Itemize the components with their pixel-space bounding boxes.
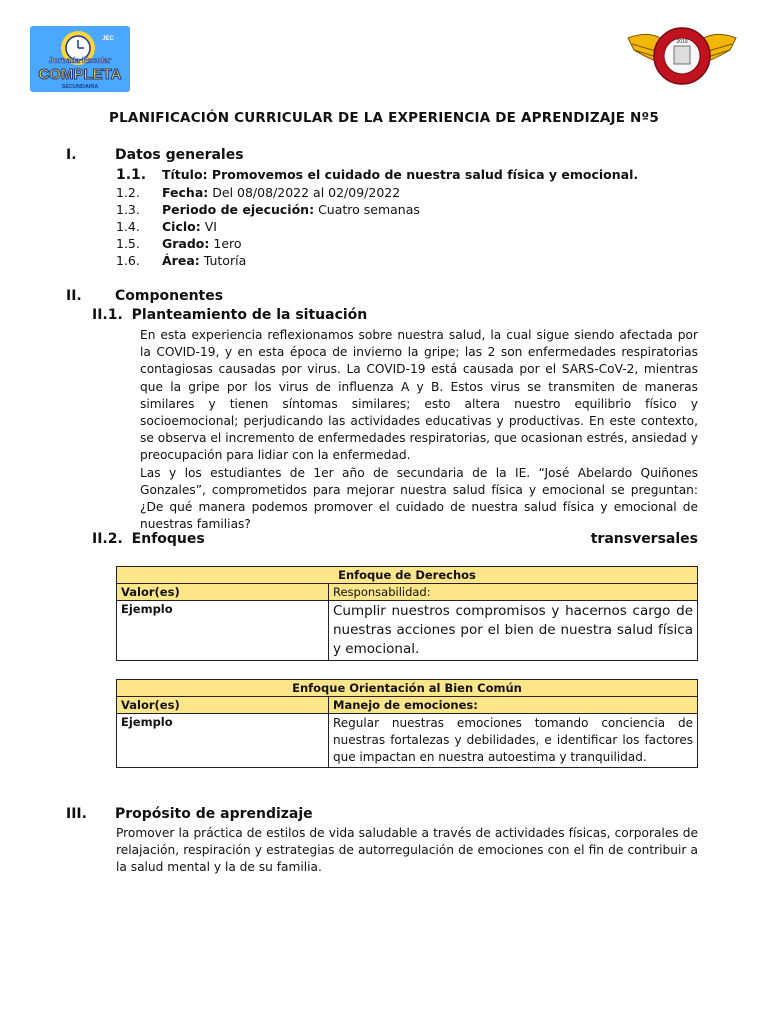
logo-main-text: COMPLETA [38,66,122,83]
item-key: Ciclo: [162,219,201,234]
item-number: 1.6. [116,253,140,268]
item-key: Fecha: [162,185,209,200]
logo-top-text: Jornada Escolar [48,56,112,65]
table-header: Enfoque de Derechos [117,567,698,584]
section-3-heading [66,806,666,826]
item-key: Periodo de ejecución: [162,202,315,217]
item-key: Grado: [162,236,210,251]
subsection-2-2-heading [92,531,698,547]
item-value: VI [204,219,217,234]
section-1-heading [66,147,666,167]
logo-sub-text: SECUNDARIA [61,84,99,90]
item-key: Título: [162,167,208,182]
subsection-2-1-heading [92,307,367,323]
item-value: Cuatro semanas [318,202,420,217]
data-item-periodo [116,202,716,220]
item-key: Área: [162,253,200,268]
subsection-label: Enfoques [131,531,205,547]
situation-paragraph-2: Las y los estudiantes de 1er año de secundaria de la IE. “José Abelardo Quiñones Gonzales”, comprometidos para mejorar nuestra salud física y emocional se preguntan: ¿De qué manera podemos promover el cuidado de nuestra salud física y emocional de nuestras familias? [140,465,698,532]
subsection-label: Planteamiento de la situación [131,307,368,323]
section-3-label: Propósito de aprendizaje [115,806,313,822]
crest-text: 2019 [676,39,688,45]
subsection-number: II.1. [92,307,123,323]
valor-name: Responsabilidad: [329,584,698,601]
valor-name: Manejo de emociones: [329,697,698,714]
jec-logo [30,26,130,92]
section-1-label: Datos generales [115,147,244,163]
section-2-number: II. [66,288,82,304]
section-1-number: I. [66,147,77,163]
document-title: PLANIFICACIÓN CURRICULAR DE LA EXPERIENCIA DE APRENDIZAJE Nº5 [109,110,659,126]
ejemplo-text: Cumplir nuestros compromisos y hacernos cargo de nuestras acciones por el bien de nuestra salud física y emocional. [329,601,698,661]
enfoque-derechos-table [116,566,698,661]
section-2-label: Componentes [115,288,224,304]
purpose-text: Promover la práctica de estilos de vida saludable a través de actividades físicas, corporales de relajación, respiración y estrategias de autorregulación de emociones con el fin de contribuir a la salud mental y la de su familia. [116,826,698,875]
valores-label: Valor(es) [117,584,329,601]
subsection-number: II.2. [92,531,123,547]
ejemplo-label: Ejemplo [117,601,329,661]
data-item-grado [116,236,716,254]
ejemplo-text: Regular nuestras emociones tomando conciencia de nuestras fortalezas y debilidades, e identificar los factores que impactan en nuestra autoestima y tranquilidad. [329,714,698,768]
data-item-fecha [116,185,716,203]
table-header: Enfoque Orientación al Bien Común [117,680,698,697]
situation-paragraph-1: En esta experiencia reflexionamos sobre nuestra salud, la cual sigue siendo afectada por la COVID-19, y en esta época de invierno la gripe; las 2 son enfermedades respiratorias contagiosas causadas por virus. La COVID-19 está causada por el SARS-CoV-2, mientras que la gripe por los virus de influenza A y B. Estos virus se transmiten de maneras similares y tienen síntomas similares; esto altera nuestro equilibrio físico y socioemocional; perjudicando las actividades educativas y productivas. En este contexto, se observa el incremento de enfermedades respiratorias, que ocasionan estrés, ansiedad y preocupación para lidiar con la enfermedad. [140,328,698,463]
item-number: 1.4. [116,219,140,234]
item-value: 1ero [213,236,242,251]
item-number: 1.5. [116,236,140,251]
subsection-label-right: transversales [590,531,698,547]
situation-text [140,327,698,533]
logo-badge-text: JEC [102,36,114,42]
valores-label: Valor(es) [117,697,329,714]
school-crest-logo [626,20,738,94]
section-3-number: III. [66,806,87,822]
item-number: 1.2. [116,185,140,200]
item-number: 1.3. [116,202,140,217]
enfoque-bien-comun-table [116,679,698,768]
item-value: Del 08/08/2022 al 02/09/2022 [212,185,401,200]
item-value: Tutoría [203,253,247,268]
data-item-titulo [116,167,716,185]
ejemplo-label: Ejemplo [117,714,329,768]
item-number: 1.1. [116,167,147,183]
data-item-ciclo [116,219,716,237]
item-value: Promovemos el cuidado de nuestra salud física y emocional. [211,167,639,182]
data-item-area [116,253,716,271]
section-2-heading [66,288,666,308]
